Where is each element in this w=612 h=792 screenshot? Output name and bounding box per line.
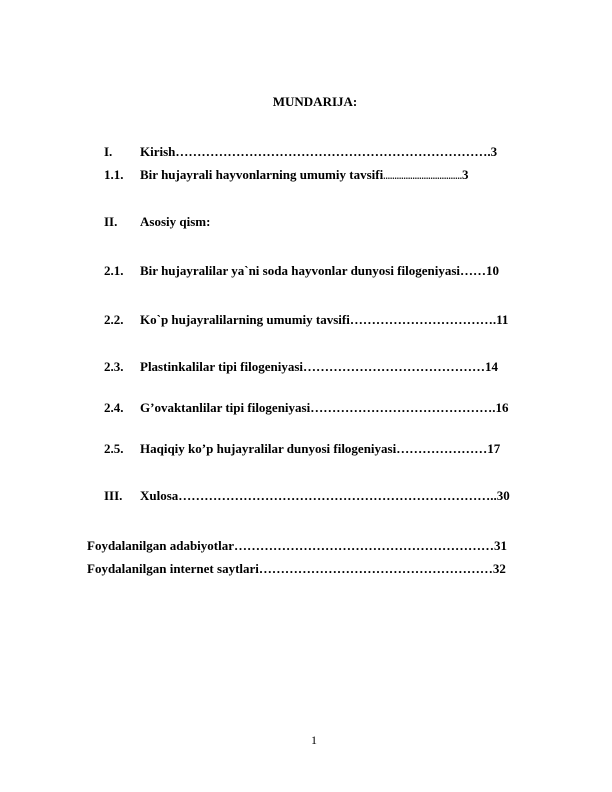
toc-entry-text: Bir hujayrali hayvonlarning umumiy tavsifi: [140, 167, 384, 182]
reference-entry-text: Foydalanilgan adabiyotlar……………………………………………………31: [87, 538, 507, 553]
reference-entry-text: Foydalanilgan internet saytlari………………………………………………32: [87, 561, 506, 576]
toc-entry-page: 3: [461, 167, 469, 182]
toc-entry-number: II.: [104, 214, 118, 229]
toc-entry-text: Xulosa………………………………………………………………..30: [140, 488, 510, 503]
toc-entry-number: III.: [104, 488, 123, 503]
toc-entry-number: 1.1.: [104, 167, 124, 182]
toc-entry-text: Bir hujayralilar ya`ni soda hayvonlar dunyosi filogeniyasi……10: [140, 263, 500, 278]
toc-entry-number: 2.5.: [104, 441, 124, 456]
page-number: 1: [311, 733, 317, 747]
toc-entry-text: Haqiqiy ko’p hujayralilar dunyosi filogeniyasi…………………17: [140, 441, 501, 456]
toc-entry-number: I.: [104, 144, 113, 159]
page-title: MUNDARIJA:: [272, 94, 358, 109]
toc-entry-number: 2.1.: [104, 263, 124, 278]
toc-entry-number: 2.3.: [104, 359, 124, 374]
toc-entry-dots: ...................................: [383, 171, 462, 181]
toc-entry-text: Ko`p hujayralilarning umumiy tavsifi…………………………….11: [140, 312, 509, 327]
toc-entry-number: 2.2.: [104, 312, 124, 327]
toc-entry-text-group: [140, 167, 468, 184]
toc-entry-text: Asosiy qism:: [140, 214, 211, 229]
toc-entry-number: 2.4.: [104, 400, 124, 415]
toc-entry-text: Kirish……………………………………………………………….3: [140, 144, 498, 159]
toc-entry-text: Plastinkalilar tipi filogeniyasi……………………………………14: [140, 359, 499, 374]
toc-entry-text: G’ovaktanlilar tipi filogeniyasi…………………………………….16: [140, 400, 509, 415]
